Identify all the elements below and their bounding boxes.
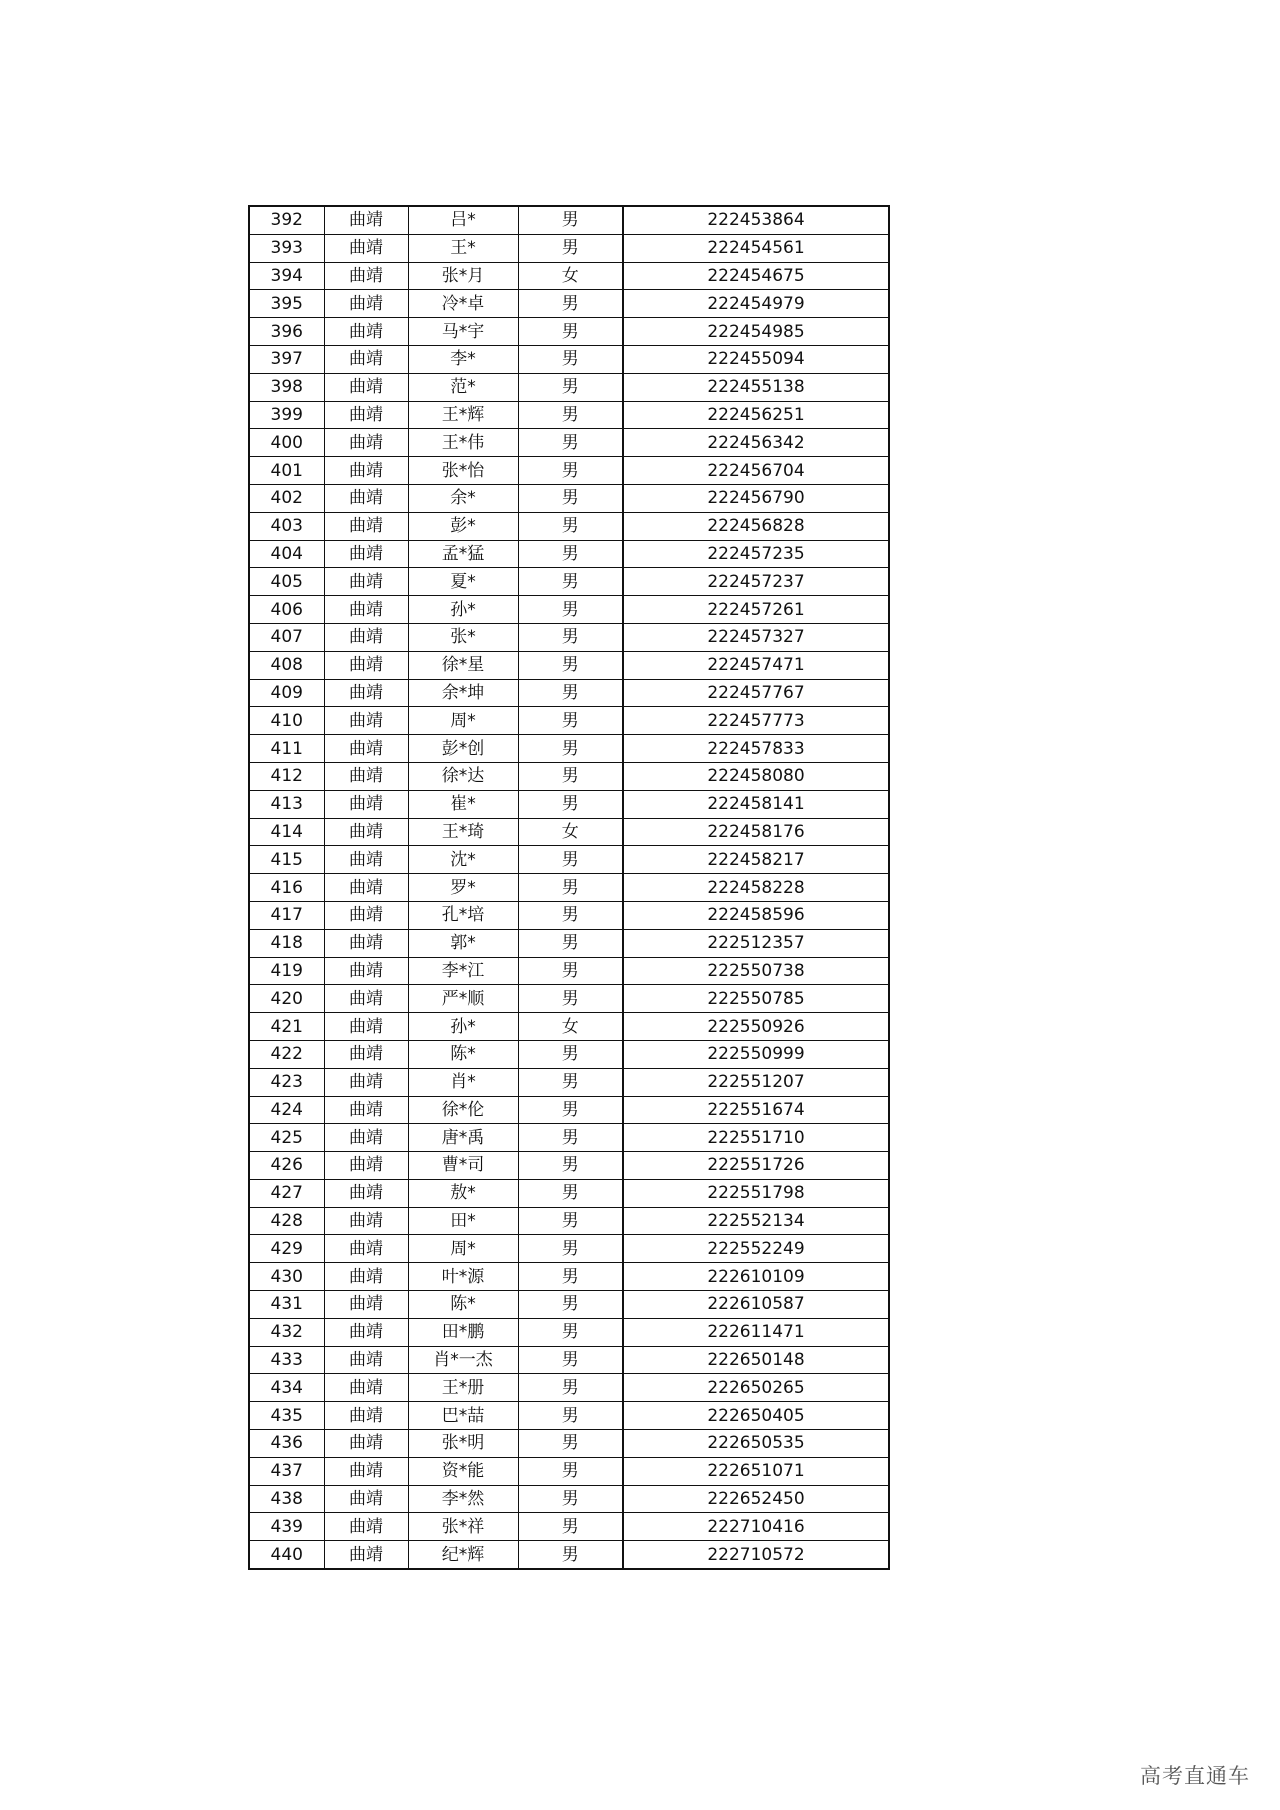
row-number-cell: 437 [249, 1457, 324, 1485]
row-number-cell: 413 [249, 790, 324, 818]
gender-cell: 男 [518, 457, 623, 485]
row-number-cell: 395 [249, 290, 324, 318]
row-number-cell: 429 [249, 1235, 324, 1263]
name-cell: 余* [408, 484, 518, 512]
name-cell: 陈* [408, 1291, 518, 1319]
gender-cell: 男 [518, 1374, 623, 1402]
region-cell: 曲靖 [324, 1291, 408, 1319]
region-cell: 曲靖 [324, 318, 408, 346]
table-row [249, 512, 889, 540]
region-cell: 曲靖 [324, 290, 408, 318]
table-row [249, 206, 889, 234]
gender-cell: 男 [518, 1040, 623, 1068]
row-number-cell: 439 [249, 1513, 324, 1541]
gender-cell: 男 [518, 957, 623, 985]
name-cell: 范* [408, 373, 518, 401]
row-number-cell: 407 [249, 623, 324, 651]
table-row [249, 596, 889, 624]
region-cell: 曲靖 [324, 206, 408, 234]
gender-cell: 男 [518, 1430, 623, 1458]
gender-cell: 男 [518, 679, 623, 707]
row-number-cell: 433 [249, 1346, 324, 1374]
region-cell: 曲靖 [324, 568, 408, 596]
region-cell: 曲靖 [324, 1513, 408, 1541]
name-cell: 马*宇 [408, 318, 518, 346]
id-number-cell: 222457471 [623, 651, 889, 679]
id-number-cell: 222551798 [623, 1179, 889, 1207]
row-number-cell: 417 [249, 901, 324, 929]
region-cell: 曲靖 [324, 929, 408, 957]
region-cell: 曲靖 [324, 262, 408, 290]
table-row [249, 1430, 889, 1458]
gender-cell: 男 [518, 1096, 623, 1124]
region-cell: 曲靖 [324, 957, 408, 985]
table-row [249, 846, 889, 874]
id-number-cell: 222458141 [623, 790, 889, 818]
region-cell: 曲靖 [324, 790, 408, 818]
table-row [249, 985, 889, 1013]
name-cell: 王*册 [408, 1374, 518, 1402]
id-number-cell: 222457237 [623, 568, 889, 596]
name-cell: 唐*禹 [408, 1124, 518, 1152]
gender-cell: 男 [518, 568, 623, 596]
table-row [249, 1152, 889, 1180]
roster-table [248, 205, 890, 1570]
region-cell: 曲靖 [324, 735, 408, 763]
region-cell: 曲靖 [324, 1179, 408, 1207]
table-row [249, 1235, 889, 1263]
row-number-cell: 400 [249, 429, 324, 457]
gender-cell: 男 [518, 707, 623, 735]
gender-cell: 男 [518, 1513, 623, 1541]
gender-cell: 男 [518, 1124, 623, 1152]
region-cell: 曲靖 [324, 901, 408, 929]
name-cell: 田*鹏 [408, 1318, 518, 1346]
region-cell: 曲靖 [324, 1402, 408, 1430]
id-number-cell: 222610587 [623, 1291, 889, 1319]
name-cell: 张*怡 [408, 457, 518, 485]
region-cell: 曲靖 [324, 1152, 408, 1180]
region-cell: 曲靖 [324, 762, 408, 790]
region-cell: 曲靖 [324, 707, 408, 735]
table-row [249, 679, 889, 707]
row-number-cell: 405 [249, 568, 324, 596]
table-row [249, 234, 889, 262]
row-number-cell: 392 [249, 206, 324, 234]
gender-cell: 男 [518, 1346, 623, 1374]
gender-cell: 男 [518, 1318, 623, 1346]
name-cell: 崔* [408, 790, 518, 818]
gender-cell: 男 [518, 1541, 623, 1569]
region-cell: 曲靖 [324, 985, 408, 1013]
row-number-cell: 423 [249, 1068, 324, 1096]
id-number-cell: 222611471 [623, 1318, 889, 1346]
row-number-cell: 398 [249, 373, 324, 401]
gender-cell: 男 [518, 790, 623, 818]
row-number-cell: 434 [249, 1374, 324, 1402]
id-number-cell: 222512357 [623, 929, 889, 957]
row-number-cell: 426 [249, 1152, 324, 1180]
gender-cell: 男 [518, 484, 623, 512]
name-cell: 徐*星 [408, 651, 518, 679]
gender-cell: 男 [518, 762, 623, 790]
id-number-cell: 222551710 [623, 1124, 889, 1152]
table-row [249, 707, 889, 735]
row-number-cell: 408 [249, 651, 324, 679]
name-cell: 叶*源 [408, 1263, 518, 1291]
gender-cell: 男 [518, 206, 623, 234]
gender-cell: 男 [518, 874, 623, 902]
region-cell: 曲靖 [324, 1374, 408, 1402]
row-number-cell: 393 [249, 234, 324, 262]
region-cell: 曲靖 [324, 540, 408, 568]
name-cell: 徐*达 [408, 762, 518, 790]
row-number-cell: 409 [249, 679, 324, 707]
gender-cell: 男 [518, 1457, 623, 1485]
name-cell: 李*江 [408, 957, 518, 985]
id-number-cell: 222454985 [623, 318, 889, 346]
table-row [249, 651, 889, 679]
id-number-cell: 222455138 [623, 373, 889, 401]
gender-cell: 男 [518, 1402, 623, 1430]
gender-cell: 男 [518, 1152, 623, 1180]
region-cell: 曲靖 [324, 401, 408, 429]
id-number-cell: 222551726 [623, 1152, 889, 1180]
name-cell: 张*明 [408, 1430, 518, 1458]
gender-cell: 男 [518, 234, 623, 262]
gender-cell: 男 [518, 651, 623, 679]
site-watermark: 高考直通车 [1140, 1764, 1250, 1788]
name-cell: 李*然 [408, 1485, 518, 1513]
region-cell: 曲靖 [324, 1235, 408, 1263]
id-number-cell: 222457327 [623, 623, 889, 651]
table-row [249, 1346, 889, 1374]
id-number-cell: 222455094 [623, 345, 889, 373]
row-number-cell: 414 [249, 818, 324, 846]
table-row [249, 1207, 889, 1235]
row-number-cell: 419 [249, 957, 324, 985]
region-cell: 曲靖 [324, 484, 408, 512]
name-cell: 张*祥 [408, 1513, 518, 1541]
name-cell: 纪*辉 [408, 1541, 518, 1569]
name-cell: 余*坤 [408, 679, 518, 707]
row-number-cell: 410 [249, 707, 324, 735]
name-cell: 彭*创 [408, 735, 518, 763]
name-cell: 王*琦 [408, 818, 518, 846]
row-number-cell: 412 [249, 762, 324, 790]
name-cell: 曹*司 [408, 1152, 518, 1180]
gender-cell: 男 [518, 1263, 623, 1291]
table-row [249, 623, 889, 651]
name-cell: 巴*喆 [408, 1402, 518, 1430]
id-number-cell: 222710572 [623, 1541, 889, 1569]
name-cell: 周* [408, 707, 518, 735]
name-cell: 冷*卓 [408, 290, 518, 318]
table-row [249, 1124, 889, 1152]
table-row [249, 1541, 889, 1569]
table-row [249, 1374, 889, 1402]
id-number-cell: 222458176 [623, 818, 889, 846]
table-row [249, 1096, 889, 1124]
id-number-cell: 222551207 [623, 1068, 889, 1096]
id-number-cell: 222457833 [623, 735, 889, 763]
gender-cell: 女 [518, 1013, 623, 1041]
name-cell: 李* [408, 345, 518, 373]
row-number-cell: 427 [249, 1179, 324, 1207]
table-row [249, 1402, 889, 1430]
table-row [249, 345, 889, 373]
id-number-cell: 222610109 [623, 1263, 889, 1291]
row-number-cell: 401 [249, 457, 324, 485]
region-cell: 曲靖 [324, 1124, 408, 1152]
name-cell: 彭* [408, 512, 518, 540]
region-cell: 曲靖 [324, 651, 408, 679]
table-row [249, 1179, 889, 1207]
id-number-cell: 222454979 [623, 290, 889, 318]
name-cell: 肖* [408, 1068, 518, 1096]
region-cell: 曲靖 [324, 874, 408, 902]
id-number-cell: 222552249 [623, 1235, 889, 1263]
region-cell: 曲靖 [324, 373, 408, 401]
table-row [249, 1513, 889, 1541]
table-row [249, 874, 889, 902]
gender-cell: 女 [518, 262, 623, 290]
id-number-cell: 222457261 [623, 596, 889, 624]
table-row [249, 1457, 889, 1485]
name-cell: 孟*猛 [408, 540, 518, 568]
gender-cell: 男 [518, 429, 623, 457]
table-row [249, 568, 889, 596]
row-number-cell: 431 [249, 1291, 324, 1319]
row-number-cell: 421 [249, 1013, 324, 1041]
id-number-cell: 222457767 [623, 679, 889, 707]
region-cell: 曲靖 [324, 1207, 408, 1235]
row-number-cell: 432 [249, 1318, 324, 1346]
row-number-cell: 430 [249, 1263, 324, 1291]
name-cell: 敖* [408, 1179, 518, 1207]
name-cell: 田* [408, 1207, 518, 1235]
row-number-cell: 436 [249, 1430, 324, 1458]
id-number-cell: 222454675 [623, 262, 889, 290]
name-cell: 孙* [408, 1013, 518, 1041]
gender-cell: 男 [518, 596, 623, 624]
table-row [249, 929, 889, 957]
gender-cell: 男 [518, 401, 623, 429]
name-cell: 孔*培 [408, 901, 518, 929]
region-cell: 曲靖 [324, 345, 408, 373]
region-cell: 曲靖 [324, 234, 408, 262]
region-cell: 曲靖 [324, 1318, 408, 1346]
name-cell: 夏* [408, 568, 518, 596]
table-row [249, 290, 889, 318]
table-row [249, 457, 889, 485]
name-cell: 张*月 [408, 262, 518, 290]
row-number-cell: 420 [249, 985, 324, 1013]
name-cell: 王* [408, 234, 518, 262]
id-number-cell: 222456828 [623, 512, 889, 540]
row-number-cell: 402 [249, 484, 324, 512]
region-cell: 曲靖 [324, 679, 408, 707]
table-row [249, 540, 889, 568]
table-row [249, 484, 889, 512]
id-number-cell: 222551674 [623, 1096, 889, 1124]
id-number-cell: 222550926 [623, 1013, 889, 1041]
id-number-cell: 222550738 [623, 957, 889, 985]
id-number-cell: 222652450 [623, 1485, 889, 1513]
id-number-cell: 222550999 [623, 1040, 889, 1068]
gender-cell: 男 [518, 373, 623, 401]
name-cell: 孙* [408, 596, 518, 624]
row-number-cell: 394 [249, 262, 324, 290]
row-number-cell: 403 [249, 512, 324, 540]
table-row [249, 1485, 889, 1513]
table-row [249, 373, 889, 401]
name-cell: 肖*一杰 [408, 1346, 518, 1374]
gender-cell: 男 [518, 846, 623, 874]
table-row [249, 1291, 889, 1319]
name-cell: 王*辉 [408, 401, 518, 429]
name-cell: 罗* [408, 874, 518, 902]
row-number-cell: 416 [249, 874, 324, 902]
row-number-cell: 399 [249, 401, 324, 429]
name-cell: 张* [408, 623, 518, 651]
region-cell: 曲靖 [324, 623, 408, 651]
name-cell: 严*顺 [408, 985, 518, 1013]
region-cell: 曲靖 [324, 1346, 408, 1374]
id-number-cell: 222710416 [623, 1513, 889, 1541]
name-cell: 王*伟 [408, 429, 518, 457]
id-number-cell: 222550785 [623, 985, 889, 1013]
id-number-cell: 222458596 [623, 901, 889, 929]
id-number-cell: 222456342 [623, 429, 889, 457]
row-number-cell: 418 [249, 929, 324, 957]
region-cell: 曲靖 [324, 457, 408, 485]
id-number-cell: 222454561 [623, 234, 889, 262]
id-number-cell: 222458228 [623, 874, 889, 902]
row-number-cell: 415 [249, 846, 324, 874]
row-number-cell: 397 [249, 345, 324, 373]
region-cell: 曲靖 [324, 1013, 408, 1041]
gender-cell: 男 [518, 1291, 623, 1319]
name-cell: 资*能 [408, 1457, 518, 1485]
region-cell: 曲靖 [324, 596, 408, 624]
gender-cell: 男 [518, 1068, 623, 1096]
id-number-cell: 222457235 [623, 540, 889, 568]
gender-cell: 男 [518, 290, 623, 318]
table-row [249, 429, 889, 457]
row-number-cell: 435 [249, 1402, 324, 1430]
id-number-cell: 222552134 [623, 1207, 889, 1235]
gender-cell: 男 [518, 345, 623, 373]
gender-cell: 男 [518, 540, 623, 568]
table-row [249, 790, 889, 818]
row-number-cell: 428 [249, 1207, 324, 1235]
table-row [249, 262, 889, 290]
region-cell: 曲靖 [324, 818, 408, 846]
region-cell: 曲靖 [324, 429, 408, 457]
gender-cell: 男 [518, 1179, 623, 1207]
row-number-cell: 411 [249, 735, 324, 763]
region-cell: 曲靖 [324, 1068, 408, 1096]
row-number-cell: 406 [249, 596, 324, 624]
row-number-cell: 440 [249, 1541, 324, 1569]
region-cell: 曲靖 [324, 1430, 408, 1458]
gender-cell: 男 [518, 1207, 623, 1235]
row-number-cell: 425 [249, 1124, 324, 1152]
id-number-cell: 222456704 [623, 457, 889, 485]
gender-cell: 男 [518, 512, 623, 540]
id-number-cell: 222650265 [623, 1374, 889, 1402]
id-number-cell: 222458217 [623, 846, 889, 874]
id-number-cell: 222651071 [623, 1457, 889, 1485]
name-cell: 沈* [408, 846, 518, 874]
name-cell: 周* [408, 1235, 518, 1263]
table-row [249, 1040, 889, 1068]
name-cell: 陈* [408, 1040, 518, 1068]
region-cell: 曲靖 [324, 1457, 408, 1485]
region-cell: 曲靖 [324, 1096, 408, 1124]
gender-cell: 男 [518, 1485, 623, 1513]
region-cell: 曲靖 [324, 1541, 408, 1569]
gender-cell: 男 [518, 735, 623, 763]
region-cell: 曲靖 [324, 512, 408, 540]
id-number-cell: 222456790 [623, 484, 889, 512]
table-row [249, 1263, 889, 1291]
table-row [249, 1013, 889, 1041]
region-cell: 曲靖 [324, 1040, 408, 1068]
id-number-cell: 222650148 [623, 1346, 889, 1374]
table-row [249, 735, 889, 763]
table-row [249, 401, 889, 429]
table-row [249, 1318, 889, 1346]
gender-cell: 男 [518, 1235, 623, 1263]
name-cell: 徐*伦 [408, 1096, 518, 1124]
region-cell: 曲靖 [324, 846, 408, 874]
name-cell: 吕* [408, 206, 518, 234]
row-number-cell: 396 [249, 318, 324, 346]
region-cell: 曲靖 [324, 1485, 408, 1513]
gender-cell: 男 [518, 318, 623, 346]
table-row [249, 318, 889, 346]
table-row [249, 901, 889, 929]
gender-cell: 男 [518, 929, 623, 957]
table-row [249, 818, 889, 846]
roster-table-body [249, 206, 889, 1569]
row-number-cell: 404 [249, 540, 324, 568]
gender-cell: 男 [518, 901, 623, 929]
row-number-cell: 422 [249, 1040, 324, 1068]
id-number-cell: 222650405 [623, 1402, 889, 1430]
row-number-cell: 424 [249, 1096, 324, 1124]
region-cell: 曲靖 [324, 1263, 408, 1291]
gender-cell: 男 [518, 623, 623, 651]
id-number-cell: 222457773 [623, 707, 889, 735]
id-number-cell: 222458080 [623, 762, 889, 790]
id-number-cell: 222453864 [623, 206, 889, 234]
table-row [249, 762, 889, 790]
table-row [249, 1068, 889, 1096]
row-number-cell: 438 [249, 1485, 324, 1513]
name-cell: 郭* [408, 929, 518, 957]
id-number-cell: 222456251 [623, 401, 889, 429]
gender-cell: 男 [518, 985, 623, 1013]
gender-cell: 女 [518, 818, 623, 846]
id-number-cell: 222650535 [623, 1430, 889, 1458]
table-row [249, 957, 889, 985]
